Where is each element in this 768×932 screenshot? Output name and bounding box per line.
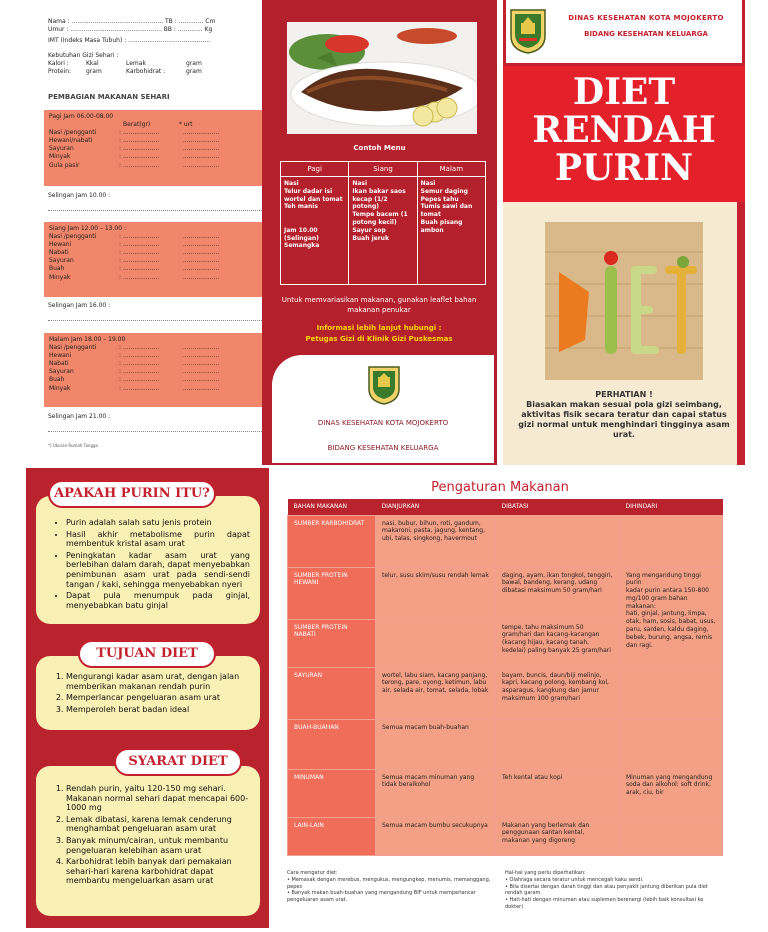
selingan-2[interactable]	[48, 302, 270, 321]
meal-title: Siang Jam 12.00 – 13.00 :	[49, 225, 126, 232]
category-cell: SUMBER KARBOHIDRAT	[288, 515, 376, 567]
selingan-label: Selingan Jam 21.00 :	[48, 413, 111, 420]
table-cell: telur, susu skim/susu rendah lemak	[376, 567, 496, 619]
meal-block-malam	[44, 333, 270, 407]
note-left	[287, 870, 505, 911]
meal-item-row[interactable]	[49, 352, 265, 360]
mojokerto-seal-icon	[509, 8, 547, 54]
table-cell	[620, 817, 723, 855]
note-right	[505, 870, 723, 911]
menu-col-body: Nasi Ikan bakar saos kecap (1/2 potong) Tempe bacem (1 potong kecil) Sayur sop Buah jeruk	[352, 180, 408, 242]
title-line: PURIN	[554, 146, 694, 189]
berat-header: Berat(gr)	[123, 121, 151, 129]
table-cell	[620, 719, 723, 769]
title-line: DIET	[572, 71, 676, 113]
weight-blank[interactable]: : ...................	[119, 273, 160, 281]
meal-item-label: Sayuran	[49, 257, 74, 265]
menu-table	[280, 161, 486, 285]
vegetable-diet-photo	[545, 222, 703, 380]
meal-title: Malam Jam 18.00 – 19.00	[49, 336, 126, 343]
footnote: *) Ukuran Rumah Tangga	[48, 443, 98, 448]
table-cell	[620, 667, 723, 719]
cover-panel	[503, 0, 745, 465]
meal-item-row[interactable]	[49, 257, 265, 265]
table-cell: Minuman yang mengandung soda dan alkohol: soft drink, arak, ciu, bir	[620, 769, 723, 817]
meal-item-row[interactable]	[49, 249, 265, 257]
kalori-label: Kalori :	[48, 60, 69, 68]
table-row	[288, 667, 723, 719]
meal-item-row[interactable]	[49, 368, 265, 376]
regulation-notes	[287, 870, 723, 911]
urt-blank[interactable]: ...................	[183, 257, 220, 265]
table-cell: bayam, buncis, daun/biji melinjo, kapri, kacang polong, kembang kol, asparagus, kangkung dan jamur maksimum 100 gram/hari	[496, 667, 620, 719]
patient-header	[48, 18, 258, 45]
list-item: 2. Memperlancar pengeluaran asam urat	[66, 693, 250, 703]
info-panel	[26, 468, 269, 928]
column-header: BAHAN MAKANAN	[288, 499, 376, 515]
weight-blank[interactable]: : ...................	[119, 360, 160, 368]
regulation-table	[287, 499, 723, 856]
menu-caption: Contoh Menu	[353, 144, 406, 152]
urt-blank[interactable]: ...................	[183, 265, 220, 273]
menu-col-pagi	[281, 162, 349, 284]
urt-blank[interactable]: ...................	[183, 145, 220, 153]
menu-col-body: Nasi Semur daging Pepes tahu Tumis sawi dan tomat Buah pisang ambon	[420, 180, 473, 234]
org-name: DINAS KESEHATAN KOTA MOJOKERTO	[317, 419, 449, 427]
meal-item-row[interactable]	[49, 344, 265, 352]
lemak-label: Lemak	[126, 60, 146, 68]
table-cell: Semua macam minuman yang tidak beralkohol	[376, 769, 496, 817]
urt-blank[interactable]: ...................	[183, 161, 220, 169]
urt-blank[interactable]: ...................	[183, 137, 220, 145]
apakah-list	[36, 496, 260, 610]
list-item: • Peningkatan kadar asam urat yang berlebihan dalam darah, dapat menyebabkan penimbunan asam urat pada sendi-sendi tangan / kaki, sehingga menyebabkan nyeri	[66, 551, 250, 589]
selingan-3[interactable]	[48, 413, 270, 432]
meal-block-siang	[44, 222, 270, 297]
contact-line-1: Informasi lebih lanjut hubungi :	[316, 324, 442, 332]
meal-item-row[interactable]	[49, 153, 265, 161]
mojokerto-seal-icon	[367, 365, 401, 405]
meal-item-row[interactable]	[49, 233, 265, 241]
weight-blank[interactable]: : ...................	[119, 241, 160, 249]
list-item: 2. Lemak dibatasi, karena lemak cenderung menghambat pengeluaran asam urat	[66, 815, 250, 834]
weight-blank[interactable]: : ...................	[119, 265, 160, 273]
urt-blank[interactable]: ...................	[183, 241, 220, 249]
daily-requirement	[48, 52, 258, 76]
weight-blank[interactable]: : ...................	[119, 233, 160, 241]
table-row	[288, 567, 723, 619]
weight-blank[interactable]: : ...................	[119, 384, 160, 392]
selingan-label: Selingan Jam 10.00 :	[48, 192, 111, 199]
table-row	[288, 817, 723, 855]
category-cell: BUAH-BUAHAN	[288, 719, 376, 769]
urt-blank[interactable]: ...................	[183, 233, 220, 241]
attention-note	[517, 390, 731, 440]
urt-blank[interactable]: ...................	[183, 360, 220, 368]
table-row	[288, 515, 723, 567]
meal-item-label: Sayuran	[49, 145, 74, 153]
meal-item-label: Minyak	[49, 384, 71, 392]
table-cell: Teh kental atau kopi	[496, 769, 620, 817]
meal-item-row[interactable]	[49, 360, 265, 368]
list-item: 3. Banyak minum/cairan, untuk membantu pengeluaran kelebihan asam urat	[66, 836, 250, 855]
list-item: • Purin adalah salah satu jenis protein	[66, 518, 250, 528]
cover-org-division: BIDANG KESEHATAN KELUARGA	[584, 30, 708, 38]
attention-heading: PERHATIAN !	[595, 390, 653, 399]
sample-menu-panel	[262, 0, 497, 465]
contact-info	[276, 323, 482, 344]
weight-blank[interactable]: : ...................	[119, 249, 160, 257]
table-cell	[376, 619, 496, 667]
meal-item-label: Nabati	[49, 360, 69, 368]
urt-blank[interactable]: ...................	[183, 129, 220, 137]
grilled-fish-photo	[287, 22, 477, 134]
protein-label: Protein:	[48, 68, 72, 76]
meal-item-label: Hewani/nabati	[49, 137, 93, 145]
meal-item-row[interactable]	[49, 137, 265, 145]
cover-org-name: DINAS KESEHATAN KOTA MOJOKERTO	[568, 14, 724, 22]
karbohidrat-label: Karbohidrat :	[126, 68, 166, 76]
weight-blank[interactable]: : ...................	[119, 344, 160, 352]
table-cell	[496, 515, 620, 567]
meal-item-label: Gula pasir	[49, 161, 80, 169]
category-cell: SAYURAN	[288, 667, 376, 719]
meal-item-row[interactable]	[49, 385, 265, 393]
menu-col-malam	[418, 162, 485, 284]
weight-blank[interactable]: : ...................	[119, 137, 160, 145]
selingan-label: Selingan Jam 16.00 :	[48, 302, 111, 309]
table-cell	[620, 515, 723, 567]
table-cell: Semua macam bumbu secukupnya	[376, 817, 496, 855]
table-cell: daging, ayam, ikan tongkol, tenggiri, bawal, bandeng, kerang, udang dibatasi maksimum 50 gram/hari	[496, 567, 620, 619]
table-header-row	[288, 499, 723, 515]
table-cell: tempe, tahu maksimum 50 gram/hari dan kacang-kacangan (kacang hijau, kacang tanah, kedelai) paling banyak 25 gram/hari	[496, 619, 620, 667]
category-cell: MINUMAN	[288, 769, 376, 817]
syarat-box	[36, 766, 260, 916]
column-header: DIHINDARI	[620, 499, 723, 515]
meal-item-label: Sayuran	[49, 368, 74, 376]
category-cell: LAIN-LAIN	[288, 817, 376, 855]
urt-blank[interactable]: ...................	[183, 153, 220, 161]
weight-blank[interactable]: : ...................	[119, 368, 160, 376]
syarat-badge: SYARAT DIET	[114, 748, 242, 776]
attention-body: Biasakan makan sesuai pola gizi seimbang, aktivitas fisik secara teratur dan capai status gizi normal untuk menghindari tingginya asam urat.	[518, 400, 730, 439]
apakah-box	[36, 496, 260, 624]
meal-item-row[interactable]	[49, 162, 265, 170]
menu-col-body: Nasi Telur dadar isi wortel dan tomat Teh manis Jam 10.00 (Selingan) Semangka	[284, 180, 343, 250]
weight-blank[interactable]: : ...................	[119, 153, 160, 161]
list-item: 1. Rendah purin, yaitu 120-150 mg sehari. Makanan normal sehari dapat mencapai 600-1000 mg	[66, 784, 250, 813]
syarat-list	[36, 766, 260, 886]
meal-item-row[interactable]	[49, 376, 265, 384]
weight-blank[interactable]: : ...................	[119, 129, 160, 137]
urt-header: * urt	[179, 121, 193, 129]
table-cell: Yang mengandung tinggi purin kadar purin antara 150-800 mg/100 gram bahan makanan: hati, ginjal, jantung, limpa, otak, ham, sosis, babat, usus, paru, sarden, kaldu daging, bebek, burung, angsa, remis dan ragi.	[620, 567, 723, 667]
table-row	[288, 719, 723, 769]
note-left-title: Cara mengatur diet:	[287, 870, 338, 876]
weight-blank[interactable]: : ...................	[119, 352, 160, 360]
note-right-title: Hal-hal yang perlu diperhatikan:	[505, 870, 586, 876]
weight-blank[interactable]: : ...................	[119, 161, 160, 169]
meal-item-label: Minyak	[49, 273, 71, 281]
regulation-title: Pengaturan Makanan	[431, 480, 569, 495]
table-cell	[496, 719, 620, 769]
table-cell: wortel, labu siam, kacang panjang, terong, pare, oyong, ketimun, labu air, selada air, tomat, selada, lobak	[376, 667, 496, 719]
contact-line-2: Petugas Gizi di Klinik Gizi Puskesmas	[305, 334, 453, 343]
umur-field[interactable]: Umur : ................................................ BB : ............. Kg	[48, 26, 213, 34]
menu-col-head: Siang	[349, 162, 416, 177]
weight-blank[interactable]: : ...................	[119, 145, 160, 153]
meal-plan-form-panel	[30, 0, 248, 458]
kebutuhan-label: Kebutuhan Gizi Sehari :	[48, 52, 119, 59]
urt-blank[interactable]: ...................	[183, 344, 220, 352]
meal-title: Pagi Jam 06.00-08.00	[49, 113, 114, 120]
gram-label: gram	[186, 60, 202, 68]
gram-label-3: gram	[186, 68, 202, 76]
table-row	[288, 769, 723, 817]
food-regulation-panel	[280, 468, 766, 930]
menu-note: Untuk memvariasikan makanan, gunakan leaflet bahan makanan penukar	[281, 296, 477, 314]
column-header: DIANJURKAN	[376, 499, 496, 515]
selingan-1[interactable]	[48, 192, 270, 211]
meal-block-pagi	[44, 110, 270, 186]
org-division: BIDANG KESEHATAN KELUARGA	[327, 444, 439, 452]
urt-blank[interactable]: ...................	[183, 249, 220, 257]
kkal-label: Kkal	[86, 60, 99, 68]
list-item: 1. Mengurangi kadar asam urat, dengan jalan memberikan makanan rendah purin	[66, 672, 250, 691]
meal-item-label: Buah	[49, 265, 65, 273]
note-left-body: • Memasak dengan merebus, mengukus, mengungkep, menumis, memanggang, pepes • Banyak makan buah-buahan yang mengandung BIF untuk memperlancar pengeluaran asam urat.	[287, 876, 491, 903]
meal-item-row[interactable]	[49, 265, 265, 273]
urt-blank[interactable]: ...................	[183, 273, 220, 281]
organization-box	[272, 355, 494, 463]
category-cell: SUMBER PROTEIN NABATI	[288, 619, 376, 667]
apakah-badge: APAKAH PURIN ITU?	[48, 480, 216, 508]
title-line: RENDAH	[532, 108, 716, 151]
menu-col-head: Malam	[418, 162, 485, 177]
table-cell: Makanan yang berlemak dan penggunaan santan kental, makanan yang digoreng	[496, 817, 620, 855]
urt-blank[interactable]: ...................	[183, 384, 220, 392]
table-cell: Semua macam buah-buahan	[376, 719, 496, 769]
meal-item-row[interactable]	[49, 241, 265, 249]
category-cell: SUMBER PROTEIN HEWANI	[288, 567, 376, 619]
meal-item-label: Nasi /pengganti	[49, 129, 97, 137]
meal-item-label: Nasi /pengganti	[49, 233, 97, 241]
nama-field[interactable]: Nama : ................................................ TB : ............. Cm	[48, 18, 216, 25]
weight-blank[interactable]: : ...................	[119, 257, 160, 265]
imt-field[interactable]: IMT (Indeks Masa Tubuh) : ...........................................	[48, 37, 211, 45]
menu-col-head: Pagi	[281, 162, 348, 177]
note-right-body: • Olahraga secara teratur untuk mencegah kaku sendi. • Bila disertai dengan darah tinggi dan atau penyakit jantung diberikan pula diet rendah garam. • Hati-hati dengan minuman atau suplemen berenergi (lebih baik konsultasi ke dokter)	[505, 876, 708, 910]
section-title: PEMBAGIAN MAKANAN SEHARI	[48, 93, 170, 101]
table-cell: nasi, bubur, bihun, roti, gandum, makaroni, pasta, jagung, kentang, ubi, talas, singkong, havermout	[376, 515, 496, 567]
weight-blank[interactable]: : ...................	[119, 376, 160, 384]
urt-blank[interactable]: ...................	[183, 352, 220, 360]
meal-item-label: Nabati	[49, 249, 69, 257]
column-header: DIBATASI	[496, 499, 620, 515]
meal-item-label: Hewani	[49, 241, 72, 249]
list-item: • Dapat pula menumpuk pada ginjal, menyebabkan batu ginjal	[66, 591, 250, 610]
urt-blank[interactable]: ...................	[183, 368, 220, 376]
meal-item-label: Buah	[49, 376, 65, 384]
meal-item-label: Hewani	[49, 352, 72, 360]
meal-item-row[interactable]	[49, 129, 265, 137]
menu-col-siang	[349, 162, 417, 284]
meal-item-row[interactable]	[49, 274, 265, 282]
gram-label-2: gram	[86, 68, 102, 76]
meal-item-label: Minyak	[49, 153, 71, 161]
list-item: • Hasil akhir metabolisme purin dapat membentuk kristal asam urat	[66, 530, 250, 549]
tujuan-badge: TUJUAN DIET	[78, 640, 216, 668]
list-item: 4. Karbohidrat lebih banyak dari pemakaian sehari-hari karena karbohidrat dapat membantu mengeluarkan asam urat	[66, 857, 250, 886]
cover-title	[503, 71, 745, 189]
list-item: 3. Memperoleh berat badan ideal	[66, 705, 250, 715]
meal-item-label: Nasi /pengganti	[49, 344, 97, 352]
meal-item-row[interactable]	[49, 145, 265, 153]
urt-blank[interactable]: ...................	[183, 376, 220, 384]
